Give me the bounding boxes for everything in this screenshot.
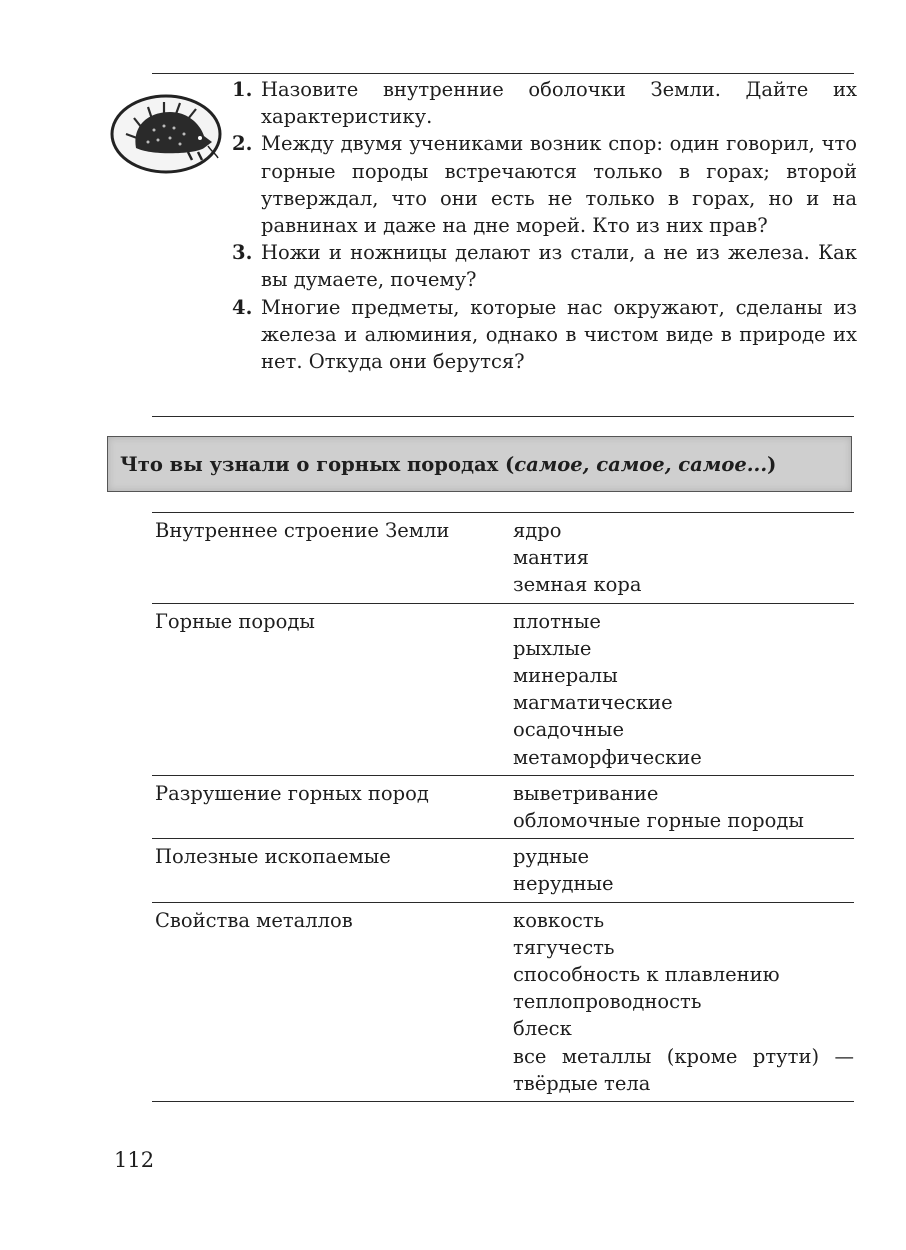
row-item: тягучесть (513, 935, 615, 959)
row-items (513, 843, 854, 897)
row-item: нерудные (513, 872, 614, 896)
table-row (152, 512, 854, 603)
summary-table (152, 512, 854, 1102)
table-row (152, 902, 854, 1102)
row-topic: Свойства металлов (155, 908, 353, 932)
row-item: метаморфические (513, 745, 702, 769)
question-number: 3. (232, 241, 253, 265)
row-item: все металлы (кроме ртути) — твёрдые тела (513, 1044, 854, 1095)
question-number: 2. (232, 132, 253, 156)
question-item (232, 239, 857, 293)
row-items (513, 517, 854, 599)
row-item: рудные (513, 845, 590, 869)
row-topic: Внутреннее строение Земли (155, 519, 450, 542)
top-rule (152, 73, 854, 74)
question-number: 1. (232, 78, 253, 101)
row-items (513, 780, 854, 834)
table-row (152, 775, 854, 838)
question-number: 4. (232, 295, 253, 319)
row-item: земная кора (513, 573, 642, 597)
row-item: выветривание (513, 781, 659, 805)
row-item: мантия (513, 546, 589, 570)
row-item: ядро (513, 519, 562, 542)
table-row (152, 603, 854, 775)
hedgehog-icon (108, 92, 228, 176)
questions-list (232, 76, 857, 375)
question-text: Ножи и ножницы делают из стали, а не из железа. Как вы думаете, почему? (261, 241, 857, 292)
row-item: теплопроводность (513, 990, 702, 1014)
questions-bottom-rule (152, 416, 854, 417)
row-topic: Горные породы (155, 609, 315, 633)
row-item: способность к плавлению (513, 963, 780, 987)
row-item: плотные (513, 609, 601, 633)
row-topic: Полезные ископаемые (155, 845, 391, 869)
row-item: блеск (513, 1017, 572, 1041)
row-item: обломочные горные породы (513, 809, 804, 833)
row-items (513, 608, 854, 771)
row-topic: Разрушение горных пород (155, 781, 429, 805)
summary-title: Что вы узнали о горных породах (самое, самое, самое...) (120, 452, 777, 476)
page-number: 112 (114, 1148, 155, 1172)
summary-title-banner (107, 436, 852, 492)
row-items (513, 907, 854, 1097)
question-text: Многие предметы, которые нас окружают, сделаны из железа и алюминия, однако в чистом виде в природе их нет. Откуда они берутся? (261, 295, 857, 374)
row-item: рыхлые (513, 636, 592, 660)
table-row (152, 838, 854, 901)
row-item: минералы (513, 664, 618, 688)
row-item: магматические (513, 691, 673, 715)
question-item (232, 294, 857, 376)
question-item (232, 130, 857, 239)
question-item (232, 76, 857, 130)
question-text: Между двумя учениками возник спор: один говорил, что горные породы встречаются только в горах; второй утверждал, что они есть не только в горах, но и на равнинах и даже на дне морей. Кто из них прав? (261, 132, 857, 238)
question-text: Назовите внутренние оболочки Земли. Дайте их характеристику. (261, 78, 857, 129)
row-item: ковкость (513, 908, 605, 932)
row-item: осадочные (513, 718, 624, 742)
